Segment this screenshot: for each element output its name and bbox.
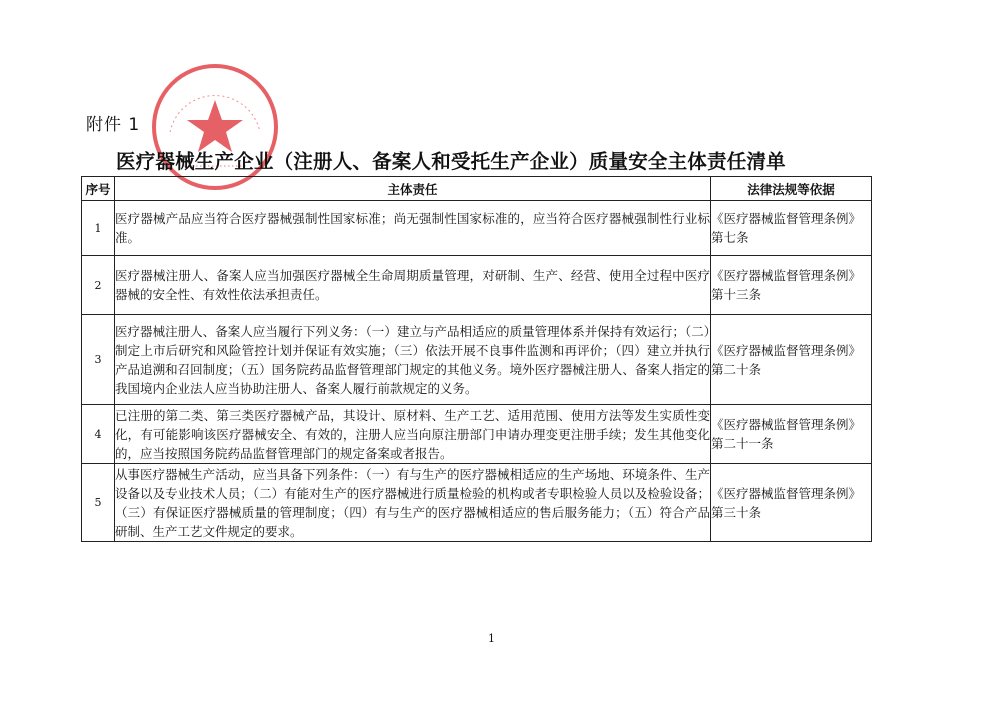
table-header-row [82,177,872,201]
page-number: 1 [488,632,495,645]
table-row [82,464,872,542]
row-number: 5 [82,464,115,542]
row-duty: 已注册的第二类、第三类医疗器械产品，其设计、原材料、生产工艺、适用范围、使用方法等发生实质性变化，有可能影响该医疗器械安全、有效的，注册人应当向原注册部门申请办理变更注册手续；发生其他变化的，应当按照国务院药品监督管理部门的规定备案或者报告。 [115,405,711,464]
row-duty: 医疗器械注册人、备案人应当加强医疗器械全生命周期质量管理，对研制、生产、经营、使用全过程中医疗器械的安全性、有效性依法承担责任。 [115,256,711,315]
table-row [82,201,872,256]
row-basis: 《医疗器械监督管理条例》第十三条 [711,256,872,315]
attachment-label: 附件 1 [86,115,141,135]
row-basis: 《医疗器械监督管理条例》第二十一条 [711,405,872,464]
row-number: 4 [82,405,115,464]
responsibility-table [81,176,872,542]
header-basis: 法律法规等依据 [711,177,872,201]
row-basis: 《医疗器械监督管理条例》第七条 [711,201,872,256]
row-basis: 《医疗器械监督管理条例》第二十条 [711,315,872,405]
header-duty: 主体责任 [115,177,711,201]
document-title: 医疗器械生产企业（注册人、备案人和受托生产企业）质量安全主体责任清单 [116,150,786,173]
table-row [82,256,872,315]
row-duty: 医疗器械产品应当符合医疗器械强制性国家标准；尚无强制性国家标准的，应当符合医疗器械强制性行业标准。 [115,201,711,256]
row-duty: 医疗器械注册人、备案人应当履行下列义务：（一）建立与产品相适应的质量管理体系并保持有效运行；（二）制定上市后研究和风险管控计划并保证有效实施；（三）依法开展不良事件监测和再评价；（四）建立并执行产品追溯和召回制度；（五）国务院药品监督管理部门规定的其他义务。境外医疗器械注册人、备案人指定的我国境内企业法人应当协助注册人、备案人履行前款规定的义务。 [115,315,711,405]
row-number: 1 [82,201,115,256]
table-row [82,405,872,464]
row-number: 3 [82,315,115,405]
row-basis: 《医疗器械监督管理条例》第三十条 [711,464,872,542]
row-number: 2 [82,256,115,315]
header-number: 序号 [82,177,115,201]
table-row [82,315,872,405]
row-duty: 从事医疗器械生产活动，应当具备下列条件：（一）有与生产的医疗器械相适应的生产场地、环境条件、生产设备以及专业技术人员；（二）有能对生产的医疗器械进行质量检验的机构或者专职检验人员以及检验设备；（三）有保证医疗器械质量的管理制度；（四）有与生产的医疗器械相适应的售后服务能力；（五）符合产品研制、生产工艺文件规定的要求。 [115,464,711,542]
